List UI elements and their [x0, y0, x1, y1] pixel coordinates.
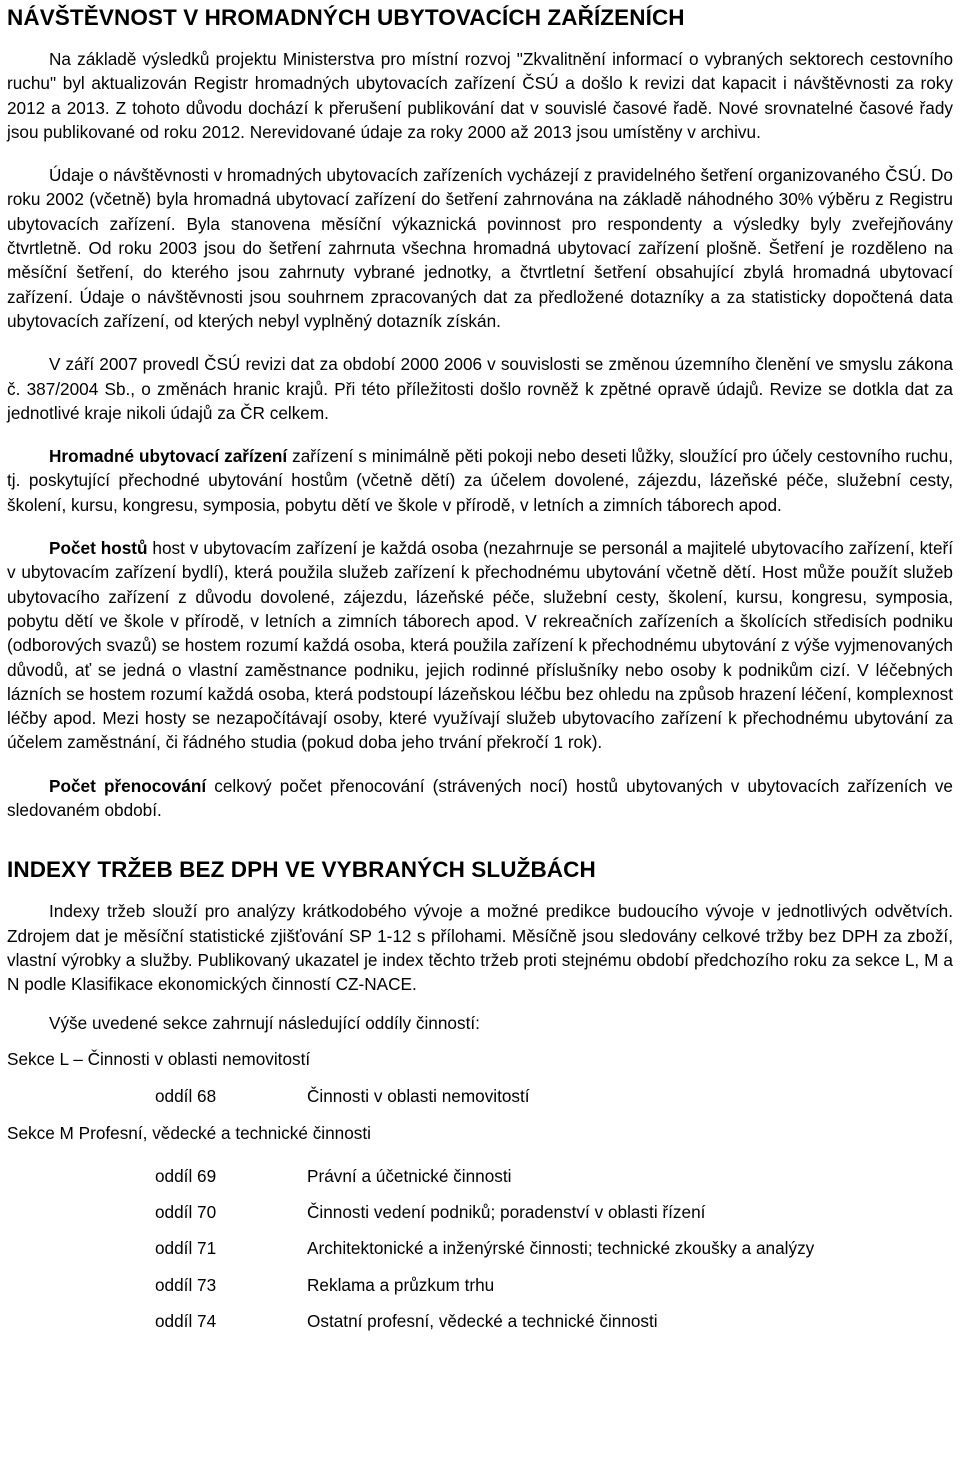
- definition-term: Hromadné ubytovací zařízení: [49, 446, 288, 467]
- division-code: oddíl 70: [155, 1201, 217, 1222]
- paragraph-registry-update: Na základě výsledků projektu Ministerstva pro místní rozvoj "Zkvalitnění informací o vybraných sektorech cestovního ruchu" byl aktualizován Registr hromadných ubytovacích zařízení ČSÚ a došlo k revizi dat kapacit i návštěvnosti za roky 2012 a 2013. Z tohoto důvodu dochází k přerušení publikování dat v souvislé časové řadě. Nové srovnatelné časové řady jsou publikované od roku 2012. Nerevidované údaje za roky 2000 až 2013 jsou umístěny v archivu.: [7, 49, 953, 142]
- division-code: oddíl 74: [155, 1310, 217, 1331]
- section-l-heading: Sekce L – Činnosti v oblasti nemovitostí: [7, 1048, 311, 1069]
- definition-text: host v ubytovacím zařízení je každá osoba (nezahrnuje se personál a majitelé ubytovacího zařízení, kteří v ubytovacím zařízení bydlí), která použila služeb zařízení k přechodnému ubytování včetně dětí. Host může použít služeb ubytovacího zařízení z důvodu dovolené, zájezdu, lázeňské péče, služební cesty, školení, kursu, kongresu, symposia, pobytu dětí ve škole v přírodě, v letních a zimních táborech apod. V rekreačních zařízeních a školících středisích podniku (odborových svazů) se hostem rozumí každá osoba, která použila zařízení k přechodnému ubytování z výše vyjmenovaných důvodů, ať se jedná o vlastní zaměstnance podniku, jejich rodinné příslušníky nebo osoby k podnikům cizí. V léčebných lázních se hostem rozumí každá osoba, která podstoupí lázeňskou léčbu bez ohledu na způsob hrazení léčení, komplexnost léčby apod. Mezi hosty se nezapočítávají osoby, které využívají služeb ubytovacího zařízení k přechodnému ubytování za účelem zaměstnání, či řádného studia (pokud doba jeho trvání překročí 1 rok).: [7, 538, 954, 753]
- division-row: [7, 1236, 953, 1260]
- definition-term: Počet hostů: [49, 538, 148, 559]
- division-row: [7, 1273, 953, 1297]
- division-name: Právní a účetnické činnosti: [307, 1165, 512, 1186]
- section-title-revenue-indices: INDEXY TRŽEB BEZ DPH VE VYBRANÝCH SLUŽBÁCH: [7, 857, 596, 883]
- definition-overnight-stays: [7, 774, 953, 823]
- section-title-attendance: NÁVŠTĚVNOST V HROMADNÝCH UBYTOVACÍCH ZAŘÍZENÍCH: [7, 5, 685, 30]
- division-row: [7, 1309, 953, 1333]
- definition-term: Počet přenocování: [49, 775, 207, 796]
- division-name: Činnosti v oblasti nemovitostí: [307, 1086, 530, 1107]
- definition-text: celkový počet přenocování (strávených nocí) hostů ubytovaných v ubytovacích zařízeních ve sledovaném období.: [7, 775, 953, 821]
- division-code: oddíl 69: [155, 1165, 217, 1186]
- paragraph-survey-method: Údaje o návštěvnosti v hromadných ubytovacích zařízeních vycházejí z pravidelného šetření organizovaného ČSÚ. Do roku 2002 (včetně) byla hromadná ubytovací zařízení do šetření zahrnována na základě náhodného 30% výběru z Registru ubytovacích zařízení. Byla stanovena měsíční výkaznická povinnost pro respondenty a výsledky byly zveřejňovány čtvrtletně. Od roku 2003 jsou do šetření zahrnuta všechna hromadná ubytovací zařízení plošně. Šetření je rozděleno na měsíční šetření, do kterého jsou zahrnuty vybrané jednotky, a čtvrtletní šetření obsahující zbylá hromadná ubytovací zařízení. Údaje o návštěvnosti jsou souhrnem zpracovaných dat za předložené dotazníky a za statisticky dopočtená data ubytovacích zařízení, od kterých nebyl vyplněný dotazník získán.: [7, 165, 953, 331]
- definition-number-of-guests: [7, 536, 953, 755]
- paragraph-revision-2007: V září 2007 provedl ČSÚ revizi dat za období 2000 2006 v souvislosti se změnou územního členění ve smyslu zákona č. 387/2004 Sb., o změnách hranic krajů. Při této příležitosti došlo rovněž k zpětné opravě údajů. Revize se dotkla dat za jednotlivé kraje nikoli údajů za ČR celkem.: [7, 354, 953, 423]
- division-code: oddíl 71: [155, 1238, 217, 1259]
- definition-text: zařízení s minimálně pěti pokoji nebo deseti lůžky, sloužící pro účely cestovního ruchu, tj. poskytující přechodné ubytování hostům (včetně dětí) za účelem dovolené, zájezdu, lázeňské péče, služební cesty, školení, kursu, kongresu, symposia, pobytu dětí ve škole v přírodě, v letních a zimních táborech apod.: [7, 446, 954, 515]
- division-row: [7, 1200, 953, 1224]
- division-name: Činnosti vedení podniků; poradenství v oblasti řízení: [307, 1201, 706, 1222]
- division-row: [7, 1084, 953, 1108]
- division-name: Reklama a průzkum trhu: [307, 1274, 495, 1295]
- paragraph-sections-intro: Výše uvedené sekce zahrnují následující oddíly činností:: [49, 1012, 480, 1033]
- division-row: [7, 1164, 953, 1188]
- division-code: oddíl 73: [155, 1274, 217, 1295]
- division-name: Ostatní profesní, vědecké a technické činnosti: [307, 1310, 658, 1331]
- division-code: oddíl 68: [155, 1086, 217, 1107]
- definition-collective-accommodation: [7, 444, 953, 517]
- division-name: Architektonické a inženýrské činnosti; technické zkoušky a analýzy: [307, 1238, 815, 1259]
- section-m-heading: Sekce M Profesní, vědecké a technické činnosti: [7, 1123, 371, 1144]
- paragraph-revenue-indices: Indexy tržeb slouží pro analýzy krátkodobého vývoje a možné predikce budoucího vývoje v jednotlivých odvětvích. Zdrojem dat je měsíční statistické zjišťování SP 1-12 s přílohami. Měsíčně jsou sledovány celkové tržby bez DPH za zboží, vlastní výrobky a služby. Publikovaný ukazatel je index těchto tržeb proti stejnému období předchozího roku za sekce L, M a N podle Klasifikace ekonomických činností CZ-NACE.: [7, 901, 953, 995]
